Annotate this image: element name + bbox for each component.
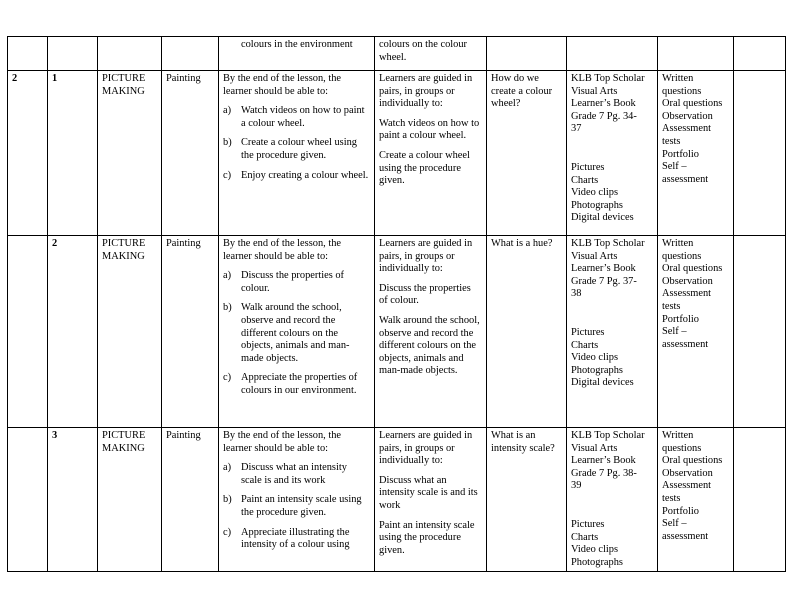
assessment-cell [658,71,734,236]
remarks-cell [734,428,786,572]
assessment-item: Self – [662,326,687,338]
item-text: Appreciate illustrating the intensity of a colour using [241,526,350,551]
resources-cell [567,236,658,428]
experience-text: Watch videos on how to paint a colour wheel. [379,117,480,142]
outcomes-cell [219,236,375,428]
strand-cell: PICTURE MAKING [98,428,162,572]
assessment-item: tests [662,492,681,504]
experience-tail: colours on the colour wheel. [379,39,468,63]
assessment-item: assessment [662,173,709,185]
assessment-item: Written [662,73,694,84]
outcome-list [223,105,370,182]
book-line: Grade 7 Pg. 37- [571,275,637,287]
experience-text: Discuss what an intensity scale is and its work [379,474,478,511]
resource-item: Charts [571,174,599,186]
assessment-item: Oral questions [662,98,723,110]
resource-item: Photographs [571,364,623,376]
item-text: Discuss what an intensity scale is and its work [241,462,347,486]
item-text: Walk around the school, observe and record the different colours on the objects, animals and man-made objects. [241,302,350,364]
assessment-item: Observation [662,467,713,479]
item-marker: a) [223,462,232,474]
book-line: Visual Arts [571,85,618,97]
book-line: 38 [571,288,582,300]
resource-item: Digital devices [571,377,634,389]
book-line: Learner’s Book [571,98,636,110]
item-marker: a) [223,105,232,117]
remarks-cell [734,37,786,71]
assessment-item: Portfolio [662,313,699,325]
remarks-cell [734,71,786,236]
item-text: Appreciate the properties of colours in our environment. [241,372,358,396]
week-cell [8,236,48,428]
inquiry-cell: How do we create a colour wheel? [487,71,567,236]
assessment-item: questions [662,442,702,454]
resource-item: Video clips [571,187,618,199]
resource-item: Charts [571,531,599,543]
list-item [223,170,370,183]
item-text: Create a colour wheel using the procedure given. [241,137,357,161]
strand-cell: PICTURE MAKING [98,236,162,428]
resource-item: Pictures [571,161,605,173]
list-item [223,302,370,365]
assessment-item: questions [662,85,702,97]
scheme-of-work-table [7,36,786,572]
strand-cell [98,37,162,71]
outcome-tail: colours in the environment [241,39,353,50]
outcome-list [223,270,370,397]
list-item [223,527,370,552]
resource-item: Digital devices [571,212,634,224]
item-marker: b) [223,302,232,314]
assessment-cell [658,428,734,572]
assessment-item: Written [662,238,694,249]
outcomes-cell [219,428,375,572]
week-cell [8,37,48,71]
list-item [223,462,370,487]
assessment-item: Observation [662,275,713,287]
experience-text: Learners are guided in pairs, in groups or individually to: [379,73,473,110]
assessment-item: Assessment [662,288,712,300]
resource-item: Photographs [571,199,623,211]
item-text: Enjoy creating a colour wheel. [241,169,369,181]
experiences-cell [375,236,487,428]
book-line: 39 [571,480,582,492]
book-line: Grade 7 Pg. 38- [571,467,637,479]
lesson-cell: 3 [48,428,98,572]
item-text: Discuss the properties of colour. [241,270,345,294]
outcome-intro: By the end of the lesson, the learner should be able to: [223,430,342,454]
sub-strand-cell: Painting [162,428,219,572]
table-row-continued [8,37,786,71]
resource-item: Pictures [571,326,605,338]
inquiry-cell [487,37,567,71]
resource-item: Video clips [571,544,618,556]
inquiry-cell: What is a hue? [487,236,567,428]
table-row [8,428,786,572]
week-cell: 2 [8,71,48,236]
resources-cell [567,428,658,572]
resources-cell [567,71,658,236]
assessment-item: assessment [662,338,709,350]
experience-text: Learners are guided in pairs, in groups or individually to: [379,238,473,275]
item-marker: c) [223,169,232,181]
list-item [223,270,370,295]
inquiry-cell: What is an intensity scale? [487,428,567,572]
outcomes-cell [219,37,375,71]
list-item [223,105,370,130]
strand-cell: PICTURE MAKING [98,71,162,236]
list-item [223,494,370,519]
outcome-intro: By the end of the lesson, the learner should be able to: [223,73,342,97]
assessment-item: Portfolio [662,505,699,517]
outcome-list [223,462,370,552]
assessment-item: tests [662,135,681,147]
assessment-cell [658,236,734,428]
assessment-item: Written [662,430,694,441]
item-marker: c) [223,372,232,384]
book-line: 37 [571,123,582,135]
resource-item: Pictures [571,518,605,530]
item-marker: c) [223,526,232,538]
list-item [223,137,370,162]
experience-text: Create a colour wheel using the procedure given. [379,149,470,187]
resource-item: Video clips [571,352,618,364]
outcome-intro: By the end of the lesson, the learner should be able to: [223,238,342,262]
lesson-cell [48,37,98,71]
assessment-item: Self – [662,161,687,173]
experiences-cell [375,428,487,572]
assessment-item: Portfolio [662,148,699,160]
list-item [223,372,370,397]
week-cell [8,428,48,572]
resource-item: Photographs [571,556,623,568]
assessment-item: Self – [662,518,687,530]
book-line: Visual Arts [571,250,618,262]
book-line: Learner’s Book [571,455,636,467]
book-line: KLB Top Scholar [571,430,645,441]
experiences-cell [375,37,487,71]
sub-strand-cell: Painting [162,71,219,236]
assessment-item: Observation [662,110,713,122]
table-row [8,236,786,428]
assessment-item: Oral questions [662,263,723,275]
assessment-cell [658,37,734,71]
book-line: Learner’s Book [571,263,636,275]
experience-text: Learners are guided in pairs, in groups or individually to: [379,430,473,467]
assessment-item: Assessment [662,480,712,492]
book-line: KLB Top Scholar [571,73,645,84]
table-row [8,71,786,236]
experience-text: Discuss the properties of colour. [379,282,471,307]
item-marker: b) [223,137,232,149]
experience-text: Walk around the school, observe and record the different colours on the objects, animals and man-made objects. [379,314,480,377]
lesson-cell: 1 [48,71,98,236]
item-marker: b) [223,494,232,506]
book-line: Grade 7 Pg. 34- [571,110,637,122]
assessment-item: assessment [662,530,709,542]
assessment-item: Assessment [662,123,712,135]
remarks-cell [734,236,786,428]
item-text: Paint an intensity scale using the procedure given. [241,494,362,518]
resource-item: Charts [571,339,599,351]
item-marker: a) [223,270,232,282]
assessment-item: questions [662,250,702,262]
assessment-item: Oral questions [662,455,723,467]
outcomes-cell [219,71,375,236]
experiences-cell [375,71,487,236]
resources-cell [567,37,658,71]
book-line: KLB Top Scholar [571,238,645,249]
item-text: Watch videos on how to paint a colour wheel. [241,105,365,129]
sub-strand-cell: Painting [162,236,219,428]
lesson-cell: 2 [48,236,98,428]
book-line: Visual Arts [571,442,618,454]
experience-text: Paint an intensity scale using the procedure given. [379,519,475,556]
sub-strand-cell [162,37,219,71]
assessment-item: tests [662,300,681,312]
